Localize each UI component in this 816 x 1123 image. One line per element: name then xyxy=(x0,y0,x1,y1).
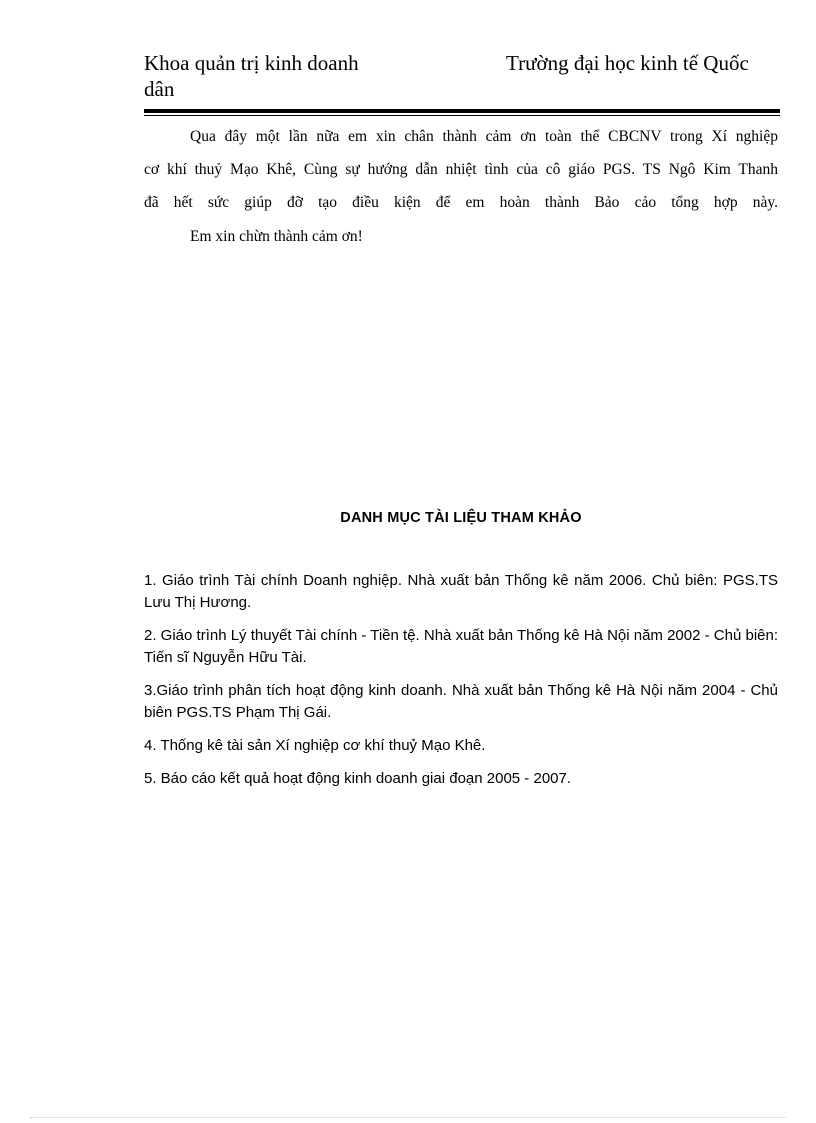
acknowledgement-line: đã hết sức giúp đỡ tạo điều kiện để em hoàn thành Bảo cảo tổng hợp này. xyxy=(144,194,778,211)
header-university-wrap: dân xyxy=(144,77,175,101)
reference-item: 2. Giáo trình Lý thuyết Tài chính - Tiền tệ. Nhà xuất bản Thống kê Hà Nội năm 2002 - Chủ biên: Tiến sĩ Nguyễn Hữu Tài. xyxy=(144,627,778,666)
closing-line: Em xin chừn thành cảm ơn! xyxy=(190,228,363,245)
references-list xyxy=(144,570,778,801)
page-bottom-border xyxy=(30,1117,786,1118)
reference-item: 3.Giáo trình phân tích hoạt động kinh doanh. Nhà xuất bản Thống kê Hà Nội năm 2004 - Chủ biên PGS.TS Phạm Thị Gái. xyxy=(144,682,778,721)
header-faculty: Khoa quản trị kinh doanh xyxy=(144,51,359,75)
header-rule-thick xyxy=(144,109,780,113)
header-rule-thin xyxy=(144,115,780,116)
references-title: DANH MỤC TÀI LIỆU THAM KHẢO xyxy=(340,510,582,526)
header-university: Trường đại học kinh tế Quốc xyxy=(506,51,749,75)
reference-item: 4. Thống kê tài sản Xí nghiệp cơ khí thuỷ Mạo Khê. xyxy=(144,737,486,754)
acknowledgement-line: cơ khí thuỷ Mạo Khê, Cùng sự hướng dẫn nhiệt tình của cô giáo PGS. TS Ngô Kim Thanh xyxy=(144,161,778,178)
reference-item: 1. Giáo trình Tài chính Doanh nghiệp. Nhà xuất bản Thống kê năm 2006. Chủ biên: PGS.TS Lưu Thị Hương. xyxy=(144,572,778,611)
acknowledgement-paragraph xyxy=(144,120,778,219)
reference-item: 5. Báo cáo kết quả hoạt động kinh doanh giai đoạn 2005 - 2007. xyxy=(144,770,572,787)
acknowledgement-line: Qua đây một lần nữa em xin chân thành cảm ơn toàn thể CBCNV trong Xí nghiệp xyxy=(190,128,778,145)
